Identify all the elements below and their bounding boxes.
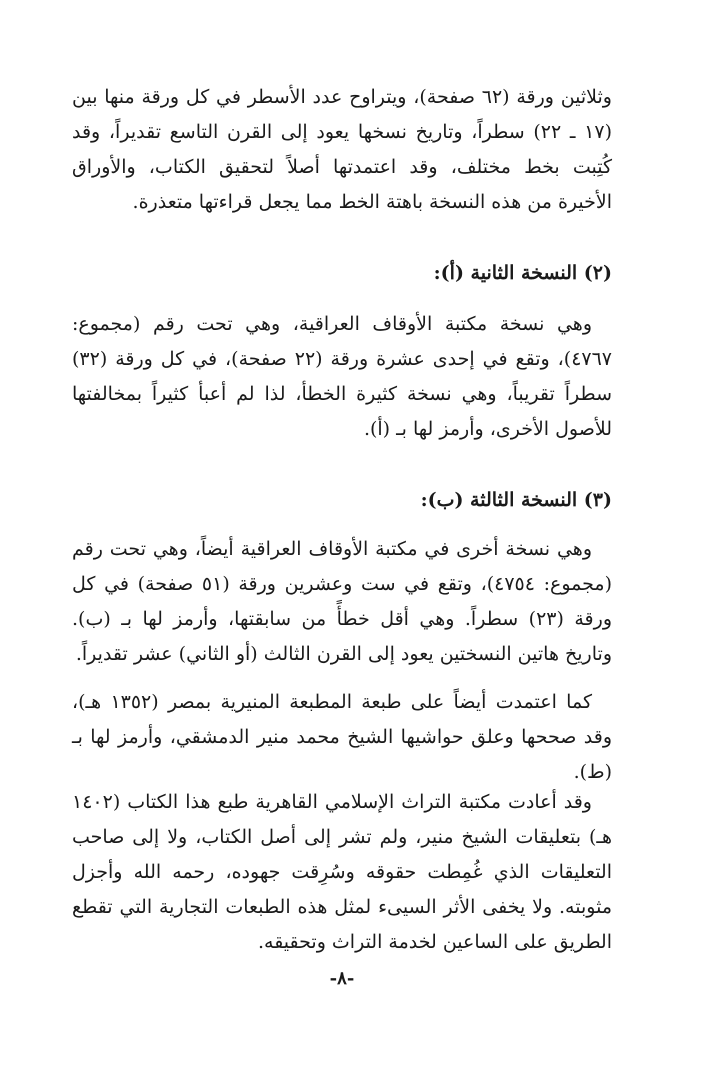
heading-second-copy: (٢) النسخة الثانية (أ): (433, 262, 612, 284)
paragraph-intro: وثلاثين ورقة (٦٢ صفحة)، ويتراوح عدد الأسطر في كل ورقة منها بين (١٧ ـ ٢٢) سطراً، وتاريخ نسخها يعود إلى القرن التاسع تقديراً، وقد كُتِبت بخط مختلف، وقد اعتمدتها أصلاً لتحقيق الكتاب، والأوراق الأخيرة من هذه النسخة باهتة الخط مما يجعل قراءتها متعذرة. (72, 86, 612, 213)
document-page (72, 80, 612, 1040)
heading-third-copy: (٣) النسخة الثالثة (ب): (420, 489, 612, 511)
paragraph-third-copy: وهي نسخة أخرى في مكتبة الأوقاف العراقية أيضاً، وهي تحت رقم (مجموع: ٤٧٥٤)، وتقع في ست وعشرين ورقة (٥١ صفحة) في كل ورقة (٢٣) سطراً. وهي أقل خطأً من سابقتها، وأرمز لها بـ (ب). وتاريخ هاتين النسختين يعود إلى القرن الثالث (أو الثاني) عشر تقديراً. (72, 538, 612, 665)
paragraph-reprint: وقد أعادت مكتبة التراث الإسلامي القاهرية طبع هذا الكتاب (١٤٠٢ هـ) بتعليقات الشيخ منير، ولم تشر إلى أصل الكتاب، ولا إلى صاحب التعليقات الذي غُمِطت حقوقه وسُرِقت جهوده، رحمه الله وأجزل مثوبته. ولا يخفى الأثر السيىء لمثل هذه الطبعات التجارية التي تقطع الطريق على الساعين لخدمة التراث وتحقيقه. (72, 791, 612, 953)
paragraph-second-copy: وهي نسخة مكتبة الأوقاف العراقية، وهي تحت رقم (مجموع: ٤٧٦٧)، وتقع في إحدى عشرة ورقة (٢٢ صفحة)، في كل ورقة (٣٢) سطراً تقريباً، وهي نسخة كثيرة الخطأ، لذا لم أعبأ كثيراً بمخالفتها للأصول الأخرى، وأرمز لها بـ (أ). (72, 313, 613, 440)
page-number: -٨- (329, 968, 355, 989)
paragraph-printed-edition: كما اعتمدت أيضاً على طبعة المطبعة المنيرية بمصر (١٣٥٢ هـ)، وقد صححها وعلق حواشيها الشيخ محمد منير الدمشقي، وأرمز لها بـ (ط). (72, 691, 612, 783)
